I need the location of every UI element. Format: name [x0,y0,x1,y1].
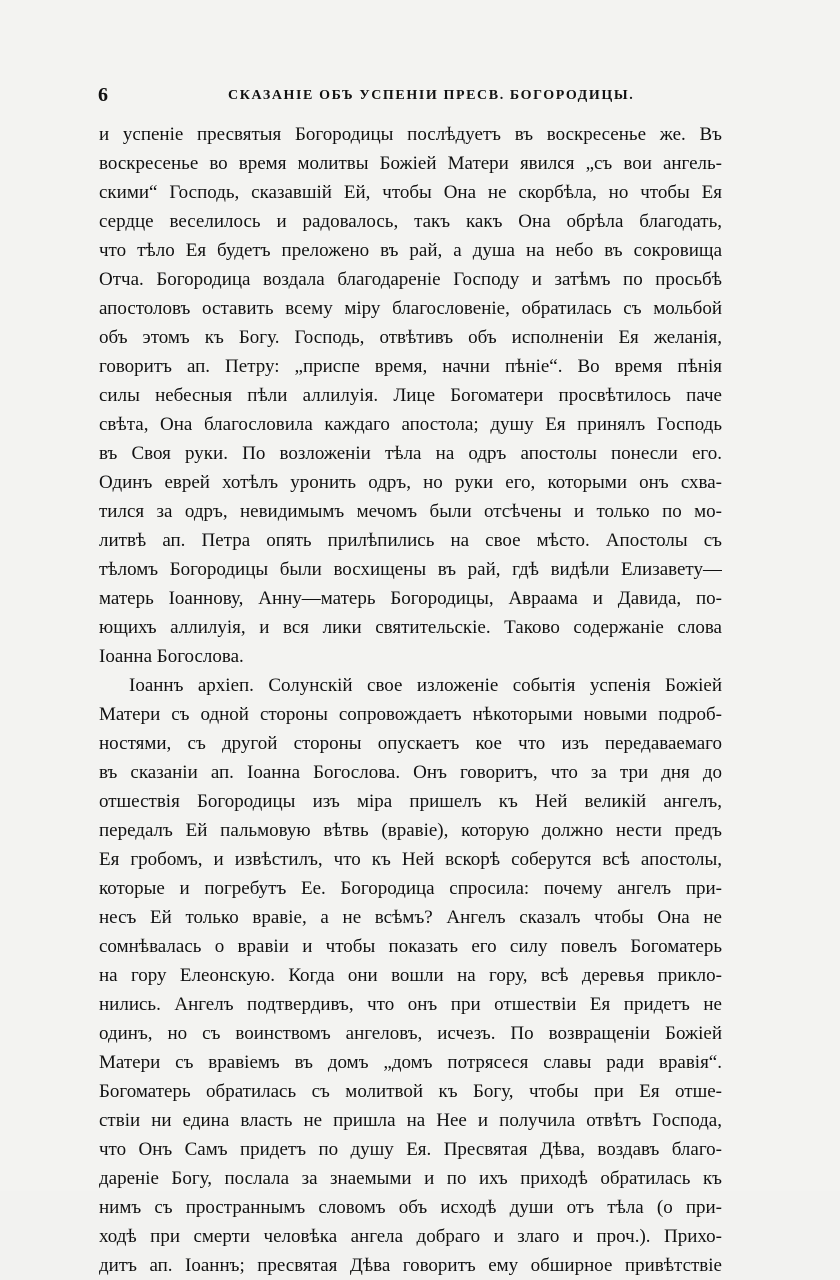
text-line: которые и погребутъ Ее. Богородица спросила: почему ангелъ при- [99,878,722,899]
text-line: нились. Ангелъ подтвердивъ, что онъ при отшествіи Ея придетъ не [99,994,722,1015]
text-line: въ сказаніи ап. Іоанна Богослова. Онъ говоритъ, что за три дня до [99,762,722,783]
text-line: сердце веселилось и радовалось, такъ какъ Она обрѣла благодать, [99,211,722,232]
text-line: литвѣ ап. Петра опять прилѣпились на свое мѣсто. Апостолы съ [99,530,722,551]
text-line: говоритъ ап. Петру: „приспе время, начни пѣніе“. Во время пѣнія [99,356,722,377]
text-line: ностями, съ другой стороны опускаетъ кое что изъ передаваемаго [99,733,722,754]
paragraph-1 [99,120,722,671]
text-line: дитъ ап. Іоаннъ; пресвятая Дѣва говоритъ ему обширное привѣтствіе [99,1255,722,1276]
text-line: на гору Елеонскую. Когда они вошли на гору, всѣ деревья прикло- [99,965,722,986]
text-line: тѣломъ Богородицы были восхищены въ рай, гдѣ видѣли Елизавету— [99,559,722,580]
running-title: СКАЗАНІЕ ОБЪ УСПЕНІИ ПРЕСВ. БОГОРОДИЦЫ. [228,88,635,103]
text-line: тился за одръ, невидимымъ мечомъ были отсѣчены и только по мо- [99,501,722,522]
text-line: Богоматерь обратилась съ молитвой къ Богу, чтобы при Ея отше- [99,1081,722,1102]
text-line: одинъ, но съ воинствомъ ангеловъ, исчезъ. По возвращеніи Божіей [99,1023,722,1044]
text-line: Іоанна Богослова. [99,646,244,667]
text-line: несъ Ей только вравіе, а не всѣмъ? Ангелъ сказалъ чтобы Она не [99,907,722,928]
page-number: 6 [98,84,109,106]
text-line: въ Своя руки. По возложеніи тѣла на одръ апостолы понесли его. [99,443,722,464]
paragraph-2 [99,671,722,1280]
text-line: Отча. Богородица воздала благодареніе Господу и затѣмъ по просьбѣ [99,269,722,290]
text-line: Ея гробомъ, и извѣстилъ, что къ Ней вскорѣ соберутся всѣ апостолы, [99,849,722,870]
text-line: объ этомъ къ Богу. Господь, отвѣтивъ объ исполненіи Ея желанія, [99,327,722,348]
text-line: Іоаннъ архіеп. Солунскій свое изложеніе событія успенія Божіей [129,675,722,696]
text-line: и успеніе пресвятыя Богородицы послѣдуетъ въ воскресенье же. Въ [99,124,722,145]
text-line: матерь Іоаннову, Анну—матерь Богородицы, Авраама и Давида, по- [99,588,722,609]
text-line: ходѣ при смерти человѣка ангела добраго и злаго и проч.). Прихо- [99,1226,722,1247]
text-line: что Онъ Самъ придетъ по душу Ея. Пресвятая Дѣва, воздавъ благо- [99,1139,722,1160]
text-line: передалъ Ей пальмовую вѣтвь (вравіе), которую должно нести предъ [99,820,722,841]
text-line: воскресенье во время молитвы Божіей Матери явился „съ вои ангель- [99,153,722,174]
text-line: сомнѣвалась о вравіи и чтобы показать его силу повелъ Богоматерь [99,936,722,957]
text-line: что тѣло Ея будетъ преложено въ рай, а душа на небо въ сокровища [99,240,722,261]
text-line: нимъ съ пространнымъ словомъ объ исходѣ души отъ тѣла (о при- [99,1197,722,1218]
text-line: апостоловъ оставить всему міру благословеніе, обратилась съ мольбой [99,298,722,319]
text-line: силы небесныя пѣли аллилуія. Лице Богоматери просвѣтилось паче [99,385,722,406]
text-line: Одинъ еврей хотѣлъ уронить одръ, но руки его, которыми онъ схва- [99,472,722,493]
text-line: отшествія Богородицы изъ міра пришелъ къ Ней великій ангелъ, [99,791,722,812]
body-text [99,120,722,1280]
text-line: Матери съ одной стороны сопровождаетъ нѣкоторыми новыми подроб- [99,704,722,725]
text-line: скими“ Господь, сказавшій Ей, чтобы Она не скорбѣла, но чтобы Ея [99,182,722,203]
text-line: Матери съ вравіемъ въ домъ „домъ потрясеся славы ради вравія“. [99,1052,722,1073]
text-line: ствіи ни едина власть не пришла на Нее и получила отвѣтъ Господа, [99,1110,722,1131]
text-line: ющихъ аллилуія, и вся лики святительскіе. Таково содержаніе слова [99,617,722,638]
text-line: дареніе Богу, послала за знаемыми и по ихъ приходѣ обратилась къ [99,1168,722,1189]
text-line: свѣта, Она благословила каждаго апостола; душу Ея принялъ Господь [99,414,722,435]
